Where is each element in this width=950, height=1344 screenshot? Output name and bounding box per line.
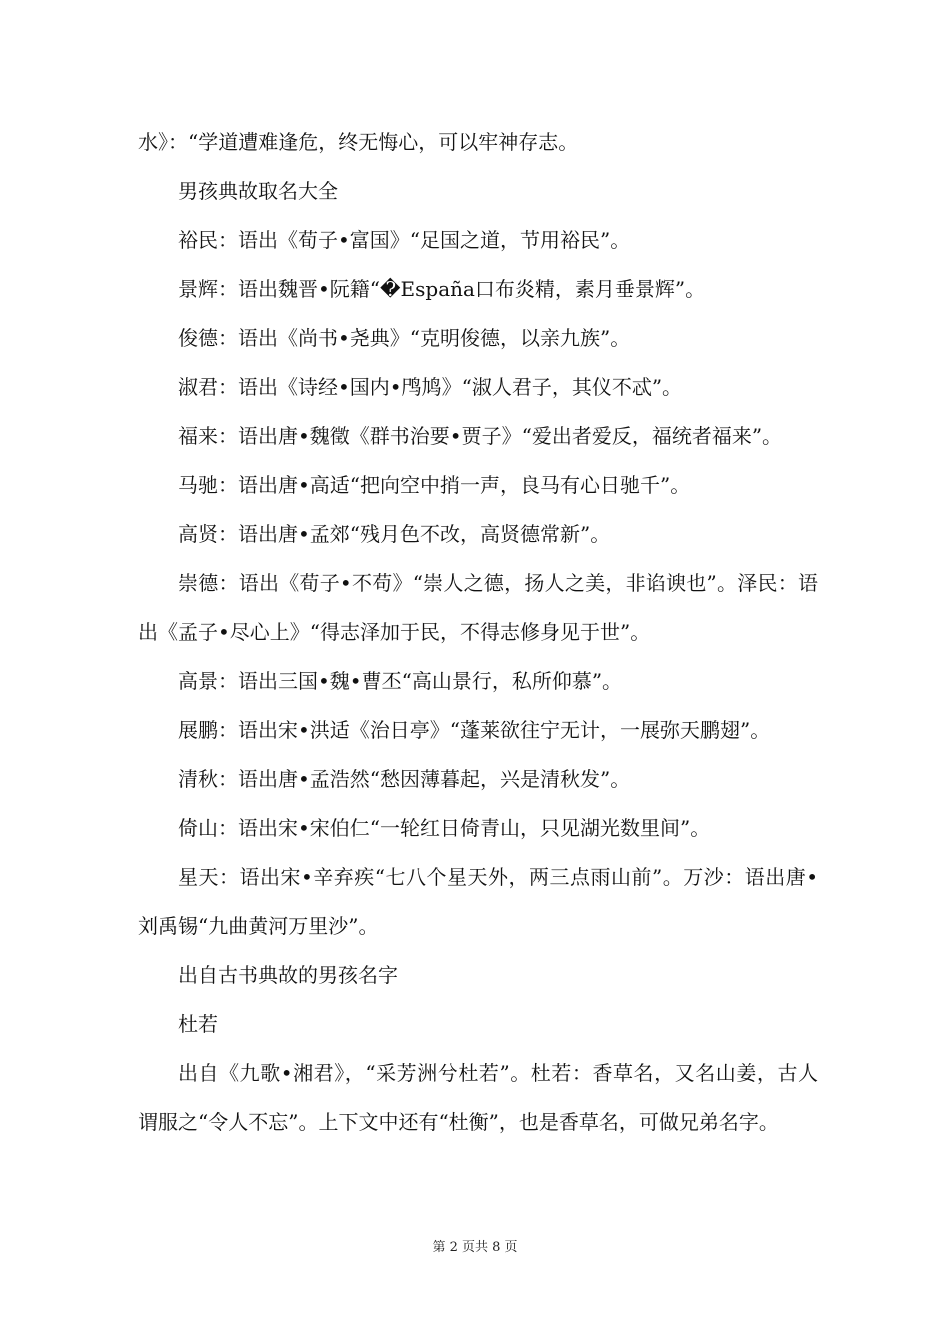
name-entry-fulai: 福来：语出唐•魏徵《群书治要•贾子》“爱出者爱反，福统者福来”。 [178, 424, 783, 448]
name-entry-yumin: 裕民：语出《荀子•富国》“足国之道，节用裕民”。 [178, 228, 631, 252]
name-entry-duruo: 出自《九歌•湘君》，“采芳洲兮杜若”。杜若：香草名，又名山姜，古人谓服之“令人不忘”。上下文中还有“杜衡”，也是香草名，可做兄弟名字。 [138, 1061, 818, 1134]
name-entry-zhanpeng: 展鹏：语出宋•洪适《治日亭》“蓬莱欲往宁无计，一展弥天鹏翅”。 [178, 718, 771, 742]
paragraph-continuation: 水》：“学道遭难逢危，终无悔心，可以牢神存志。 [138, 130, 579, 154]
document-body [138, 118, 818, 1147]
name-entry-junde: 俊德：语出《尚书•尧典》“克明俊德，以亲九族”。 [178, 326, 631, 350]
page-number-footer: 第 2 页共 8 页 [432, 1240, 518, 1255]
name-entry-jinghui: 景辉：语出魏晋•阮籍“�España口布炎精，素月垂景辉”。 [178, 277, 706, 301]
name-entry-qingqiu: 清秋：语出唐•孟浩然“愁因薄暮起，兴是清秋发”。 [178, 767, 631, 791]
section-heading-classic-names: 出自古书典故的男孩名字 [178, 963, 398, 987]
name-entry-shujun: 淑君：语出《诗经•国内•鸤鸠》“淑人君子，其仪不忒”。 [178, 375, 683, 399]
name-entry-xingtian: 星天：语出宋•辛弃疾“七八个星天外，两三点雨山前”。万沙：语出唐•刘禹锡“九曲黄河万里沙”。 [138, 865, 818, 938]
name-entry-gaojing: 高景：语出三国•魏•曹丕“高山景行，私所仰慕”。 [178, 669, 623, 693]
section-heading-boy-names: 男孩典故取名大全 [178, 179, 338, 203]
name-heading-duruo: 杜若 [178, 1012, 218, 1036]
name-entry-yishan: 倚山：语出宋•宋伯仁“一轮红日倚青山，只见湖光数里间”。 [178, 816, 711, 840]
name-entry-chongde: 崇德：语出《荀子•不苟》“崇人之德，扬人之美，非谄谀也”。泽民：语出《孟子•尽心上》“得志泽加于民，不得志修身见于世”。 [138, 571, 818, 644]
name-entry-machi: 马驰：语出唐•高适“把向空中捎一声，良马有心日驰千”。 [178, 473, 691, 497]
name-entry-gaoxian: 高贤：语出唐•孟郊“残月色不改，高贤德常新”。 [178, 522, 611, 546]
